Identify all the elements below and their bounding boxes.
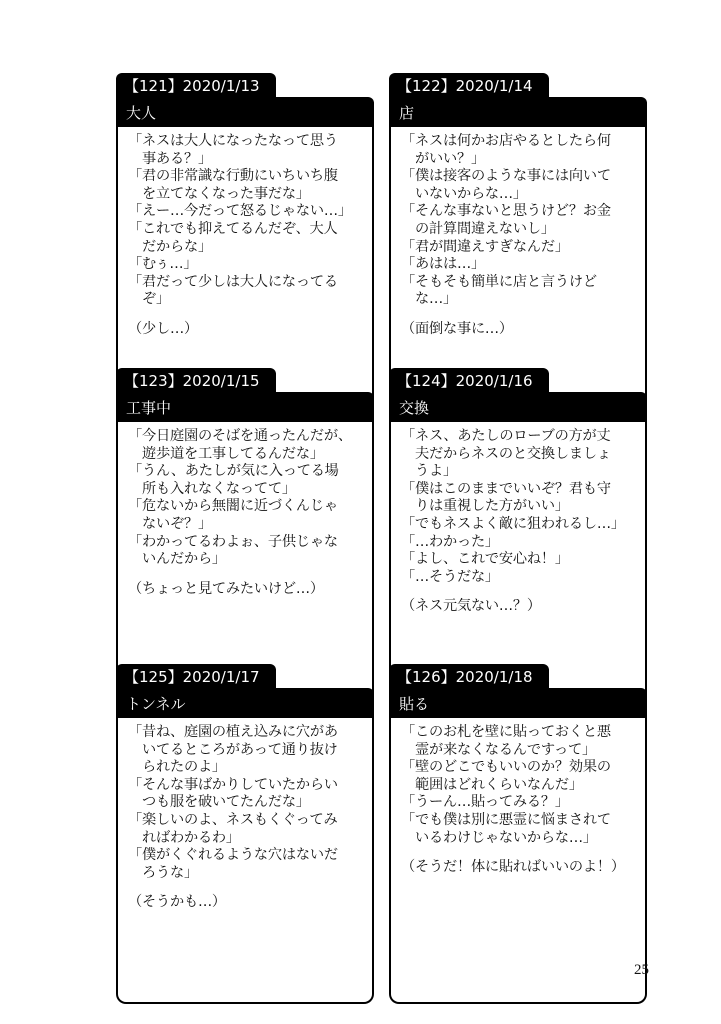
entry-title: 貼る (389, 688, 647, 720)
dialogue-line: つも服を破いてたんだな」 (128, 794, 310, 811)
entry-header: 【124】2020/1/16 (389, 368, 549, 394)
dialogue-line: 範囲はどれくらいなんだ」 (401, 776, 583, 793)
dialogue-line: （そうだ！体に貼ればいいのよ！） (401, 859, 625, 876)
entry-header: 【122】2020/1/14 (389, 73, 549, 99)
dialogue-line: ろうな」 (128, 864, 198, 881)
dialogue-line: うよ」 (401, 463, 457, 480)
dialogue-line: な…」 (401, 291, 457, 308)
dialogue-line: （ネス元気ない…？） (401, 598, 541, 615)
entry-header: 【121】2020/1/13 (116, 73, 276, 99)
dialogue-line: 「楽しいのよ、ネスもくぐってみ (128, 811, 338, 828)
dialogue-line (128, 882, 364, 894)
dialogue-line (401, 309, 637, 321)
dialogue-line: 「ネス、あたしのローブの方が丈 (401, 428, 611, 444)
dialogue-line: 「昔ね、庭園の植え込みに穴があ (128, 724, 338, 740)
dialogue-line: 「僕がくぐれるような穴はないだ (128, 847, 338, 864)
dialogue-line (128, 309, 364, 321)
entry-header: 【125】2020/1/17 (116, 664, 276, 690)
dialogue-line: の計算間違えないし」 (401, 220, 555, 237)
dialogue-line: 「君の非常識な行動にいちいち腹 (128, 168, 338, 185)
dialogue-line: 「そもそも簡単に店と言うけど (401, 273, 597, 290)
entry-title: 交換 (389, 392, 647, 424)
entry-title: トンネル (116, 688, 374, 720)
dialogue-line: 「…そうだな」 (401, 568, 499, 585)
dialogue-line: 「そんな事ばかりしていたからい (128, 776, 338, 793)
dialogue-line: りは重視した方がいい」 (401, 498, 569, 515)
entry-title: 店 (389, 97, 647, 129)
dialogue-line: がいい？」 (401, 150, 485, 167)
dialogue-line: 「…わかった」 (401, 533, 499, 550)
dialogue-line: 「ネスは大人になったなって思う (128, 133, 338, 149)
entry-title: 工事中 (116, 392, 374, 424)
dialogue-line: 「わかってるわよぉ、子供じゃな (128, 533, 338, 550)
dialogue-line: 「君だって少しは大人になってる (128, 273, 338, 290)
dialogue-line: 「そんな事ないと思うけど？お金 (401, 203, 611, 220)
dialogue-line: 「でも僕は別に悪霊に悩まされて (401, 811, 611, 828)
dialogue-line: 「ネスは何かお店やるとしたら何 (401, 133, 611, 149)
dialogue-line: いんだから」 (128, 551, 226, 568)
dialogue-line: 「むぅ…」 (128, 256, 198, 273)
dialogue-line: （そうかも…） (128, 894, 226, 911)
dialogue-line: を立てなくなった事だな」 (128, 185, 310, 202)
dialogue-line: だからな」 (128, 238, 212, 255)
dialogue-line: 所も入れなくなってて」 (128, 480, 296, 497)
dialogue-line: られたのよ」 (128, 759, 226, 776)
dialogue-line: いないからな…」 (401, 185, 527, 202)
dialogue-line: 「このお札を壁に貼っておくと悪 (401, 724, 611, 740)
entry-title: 大人 (116, 97, 374, 129)
entry-header: 【123】2020/1/15 (116, 368, 276, 394)
dialogue-line: （面倒な事に…） (401, 320, 513, 337)
dialogue-line: 「これでも抑えてるんだぞ、大人 (128, 220, 338, 237)
dialogue-line: 霊が来なくなるんですって」 (401, 741, 596, 758)
dialogue-line: 「うん、あたしが気に入ってる場 (128, 463, 339, 480)
dialogue-line: 夫だからネスのと交換しましょ (401, 445, 611, 462)
dialogue-line (401, 586, 637, 598)
dialogue-line (401, 847, 637, 859)
dialogue-line: 「うーん…貼ってみる？」 (401, 794, 569, 811)
dialogue-line: いてるところがあって通り抜け (128, 741, 338, 758)
dialogue-line: ぞ」 (128, 291, 170, 308)
dialogue-line (128, 569, 364, 581)
dialogue-line: 「今日庭園のそばを通ったんだが、 (128, 428, 352, 444)
entry-body (389, 718, 647, 1004)
dialogue-line: 「壁のどこでもいいのか？効果の (401, 759, 611, 776)
dialogue-line: 「危ないから無闇に近づくんじゃ (128, 498, 338, 515)
dialogue-line: 「でもネスよく敵に狙われるし…」 (401, 515, 625, 532)
dialogue-line: 「よし、これで安心ね！」 (401, 551, 569, 568)
dialogue-line: 「えー…今だって怒るじゃない…」 (128, 203, 352, 220)
dialogue-line: （ちょっと見てみたいけど…） (128, 580, 324, 597)
dialogue-line: （少し…） (128, 320, 198, 337)
dialogue-line: いるわけじゃないからな…」 (401, 829, 597, 846)
entry-body (116, 718, 374, 1004)
dialogue-line: 「君が間違えすぎなんだ」 (401, 238, 569, 255)
dialogue-line: ればわかるわ」 (128, 829, 240, 846)
page-number: 25 (634, 962, 649, 978)
dialogue-line: 「あはは…」 (401, 256, 485, 273)
dialogue-line: ないぞ？」 (128, 515, 212, 532)
dialogue-line: 「僕は接客のような事には向いて (401, 168, 611, 185)
entry-header: 【126】2020/1/18 (389, 664, 549, 690)
dialogue-line: 「僕はこのままでいいぞ？君も守 (401, 480, 611, 497)
dialogue-line: 遊歩道を工事してるんだな」 (128, 445, 324, 462)
dialogue-line: 事ある？」 (128, 150, 212, 167)
